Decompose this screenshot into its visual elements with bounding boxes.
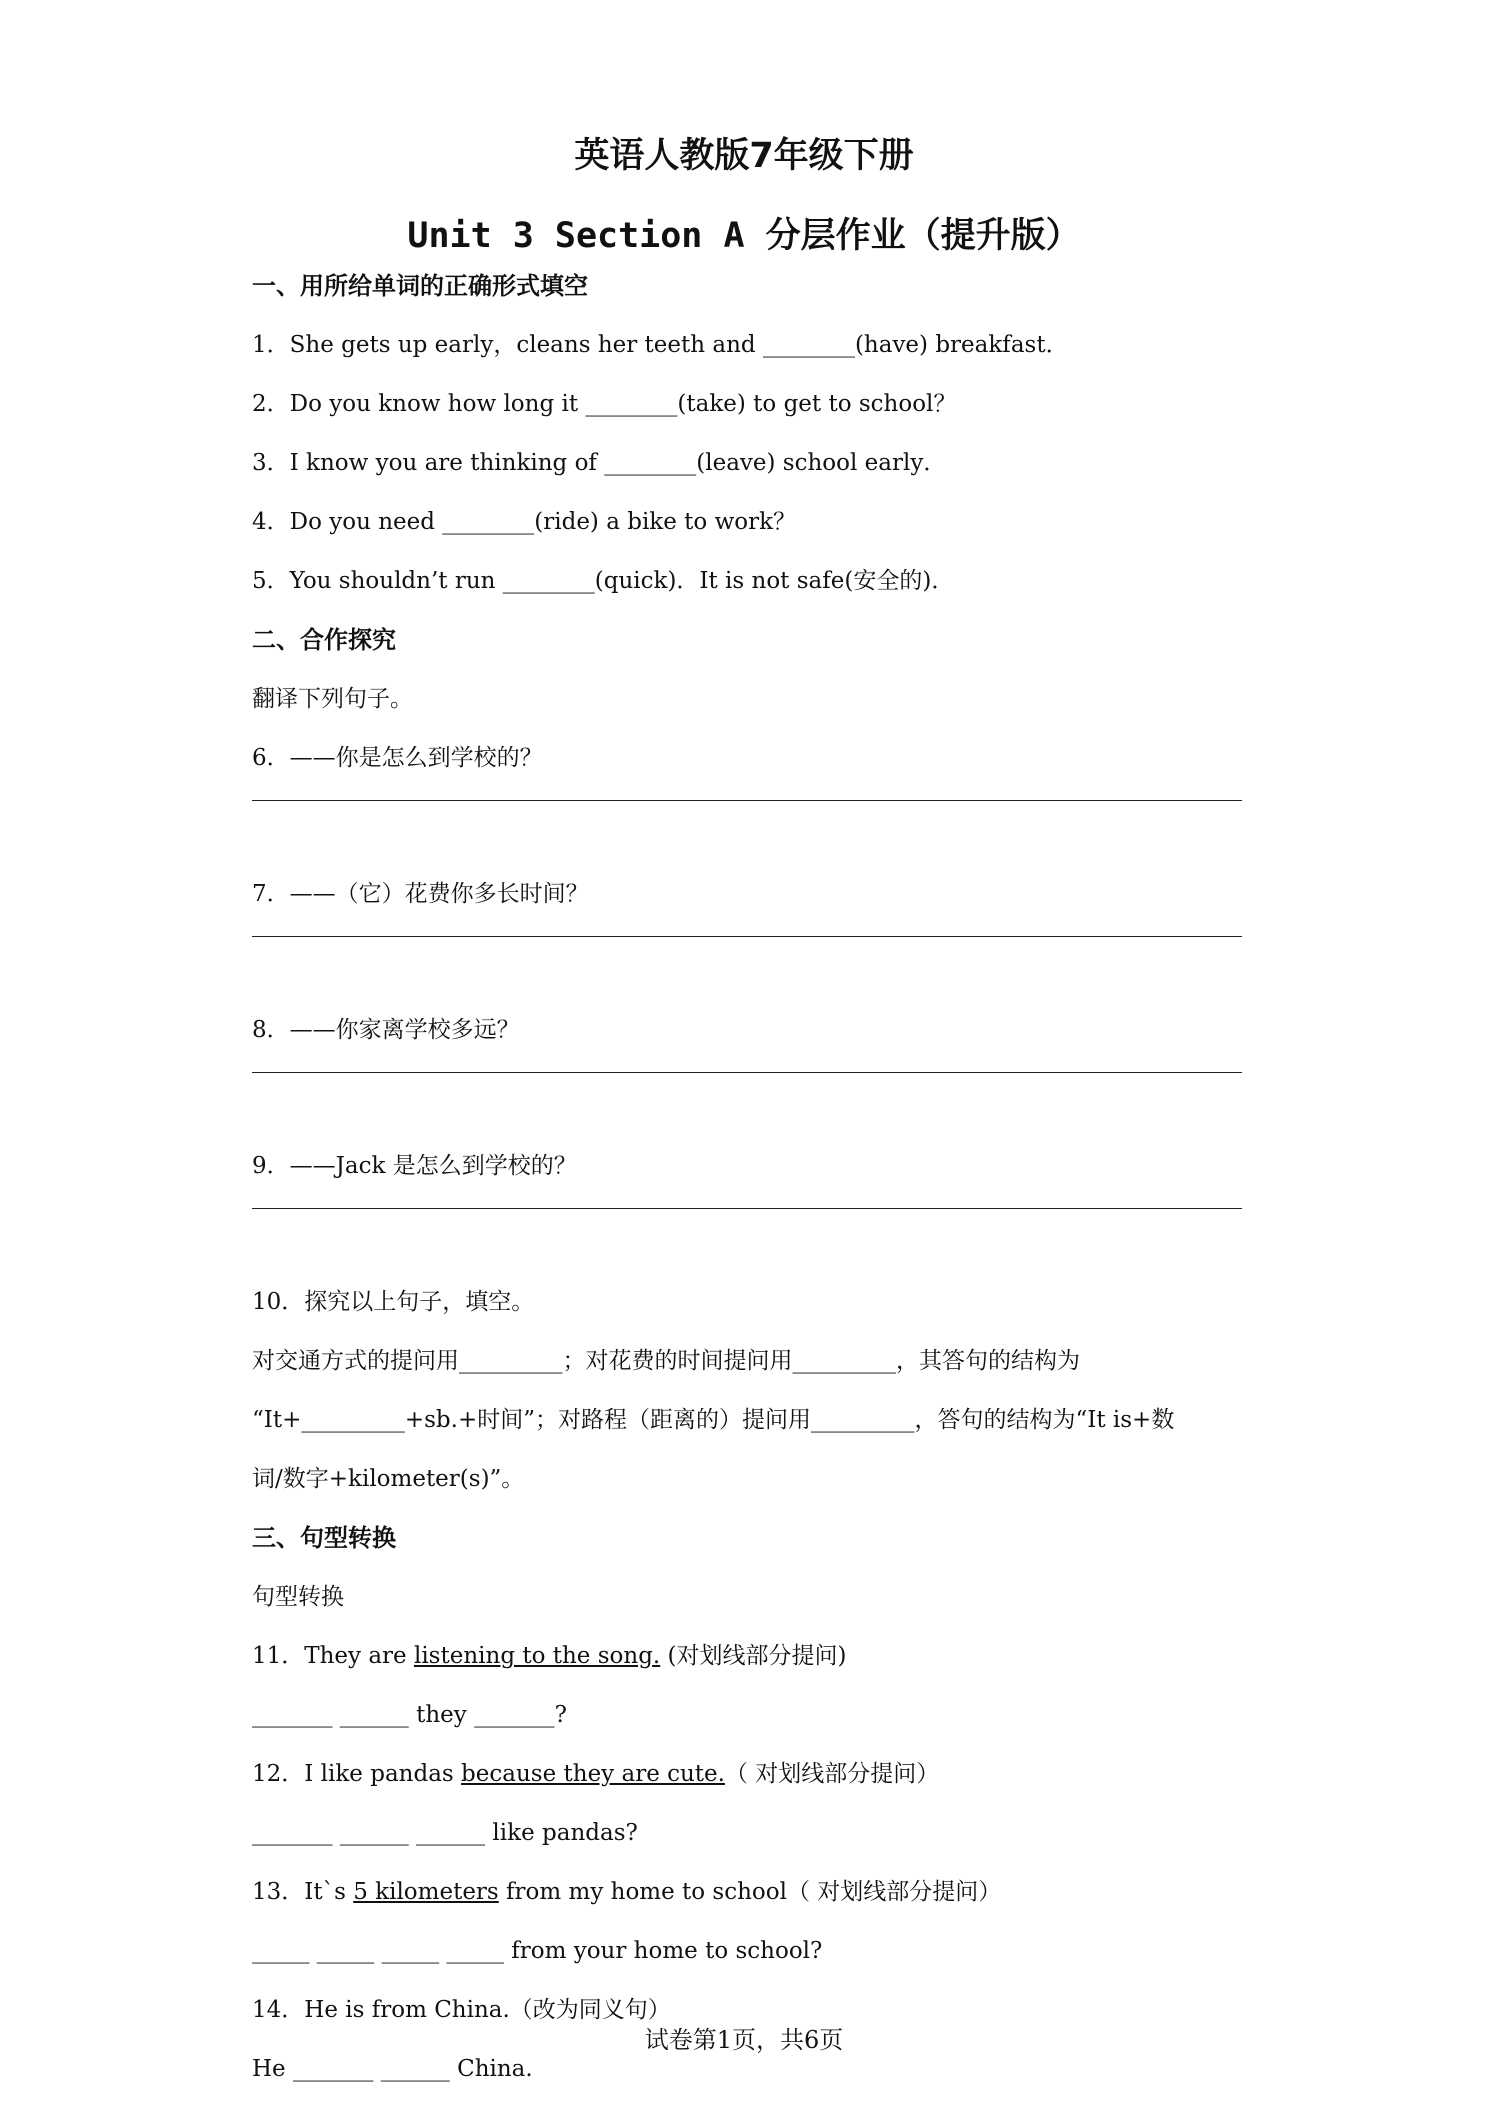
question-3: 3．I know you are thinking of ________(leave) school early． bbox=[252, 450, 947, 476]
question-2: 2．Do you know how long it ________(take) to get to school？ bbox=[252, 391, 957, 417]
question-12-note: （ 对划线部分提问） bbox=[724, 1761, 940, 1787]
question-12-text: 12．I like pandas bbox=[252, 1761, 462, 1787]
question-12-underlined: because they are cute. bbox=[461, 1761, 725, 1787]
question-11-underlined: listening to the song. bbox=[413, 1643, 661, 1669]
answer-11: _______ ______ they _______? bbox=[252, 1702, 567, 1728]
document-subtitle: Unit 3 Section A 分层作业（提升版） bbox=[407, 216, 1081, 256]
question-1: 1．She gets up early，cleans her teeth and ________(have) breakfast． bbox=[252, 332, 1069, 358]
section2-instruction: 翻译下列句子。 bbox=[252, 686, 413, 712]
question-13-underlined: 5 kilometers bbox=[353, 1879, 499, 1905]
question-9: 9．——Jack 是怎么到学校的？ bbox=[252, 1153, 577, 1179]
answer-line-8 bbox=[252, 1072, 1242, 1073]
section2-heading: 二、合作探究 bbox=[252, 626, 396, 654]
question-13 bbox=[252, 1875, 1242, 1909]
exam-content bbox=[252, 269, 1242, 2111]
question-8: 8．——你家离学校多远？ bbox=[252, 1017, 520, 1043]
question-11 bbox=[252, 1639, 1242, 1673]
question-10: 10．探究以上句子，填空。 bbox=[252, 1289, 535, 1315]
section3-instruction: 句型转换 bbox=[252, 1584, 344, 1610]
section3-heading: 三、句型转换 bbox=[252, 1524, 396, 1552]
question-10-line-2: “It+_________+sb.+时间”；对路程（距离的）提问用_________，答句的结构为“It is+数 bbox=[252, 1407, 1175, 1433]
answer-line-7 bbox=[252, 936, 1242, 937]
answer-line-6 bbox=[252, 800, 1242, 801]
question-13-note: from my home to school（ 对划线部分提问） bbox=[498, 1879, 1002, 1905]
question-10-line-1: 对交通方式的提问用_________；对花费的时间提问用_________，其答句的结构为 bbox=[252, 1348, 1080, 1374]
question-14: 14．He is from China.（改为同义句） bbox=[252, 1997, 671, 2023]
answer-14: He _______ ______ China. bbox=[252, 2056, 533, 2082]
question-7: 7．——（它）花费你多长时间？ bbox=[252, 881, 589, 907]
question-10-line-3: 词/数字+kilometer(s)”。 bbox=[252, 1466, 525, 1492]
answer-13: _____ _____ _____ _____ from your home to school? bbox=[252, 1938, 823, 1964]
question-5: 5．You shouldn’t run ________(quick)．It is not safe(安全的)． bbox=[252, 568, 955, 594]
document-title: 英语人教版7年级下册 bbox=[574, 136, 914, 176]
question-6: 6．——你是怎么到学校的？ bbox=[252, 745, 543, 771]
question-11-note: (对划线部分提问) bbox=[660, 1643, 847, 1669]
answer-line-9 bbox=[252, 1208, 1242, 1209]
question-12 bbox=[252, 1757, 1242, 1791]
question-13-text: 13．It`s bbox=[252, 1879, 354, 1905]
question-11-text: 11．They are bbox=[252, 1643, 414, 1669]
answer-12: _______ ______ ______ like pandas? bbox=[252, 1820, 638, 1846]
section1-heading: 一、用所给单词的正确形式填空 bbox=[252, 272, 588, 300]
page-footer: 试卷第1页，共6页 bbox=[644, 2026, 844, 2054]
question-4: 4．Do you need ________(ride) a bike to work？ bbox=[252, 509, 797, 535]
